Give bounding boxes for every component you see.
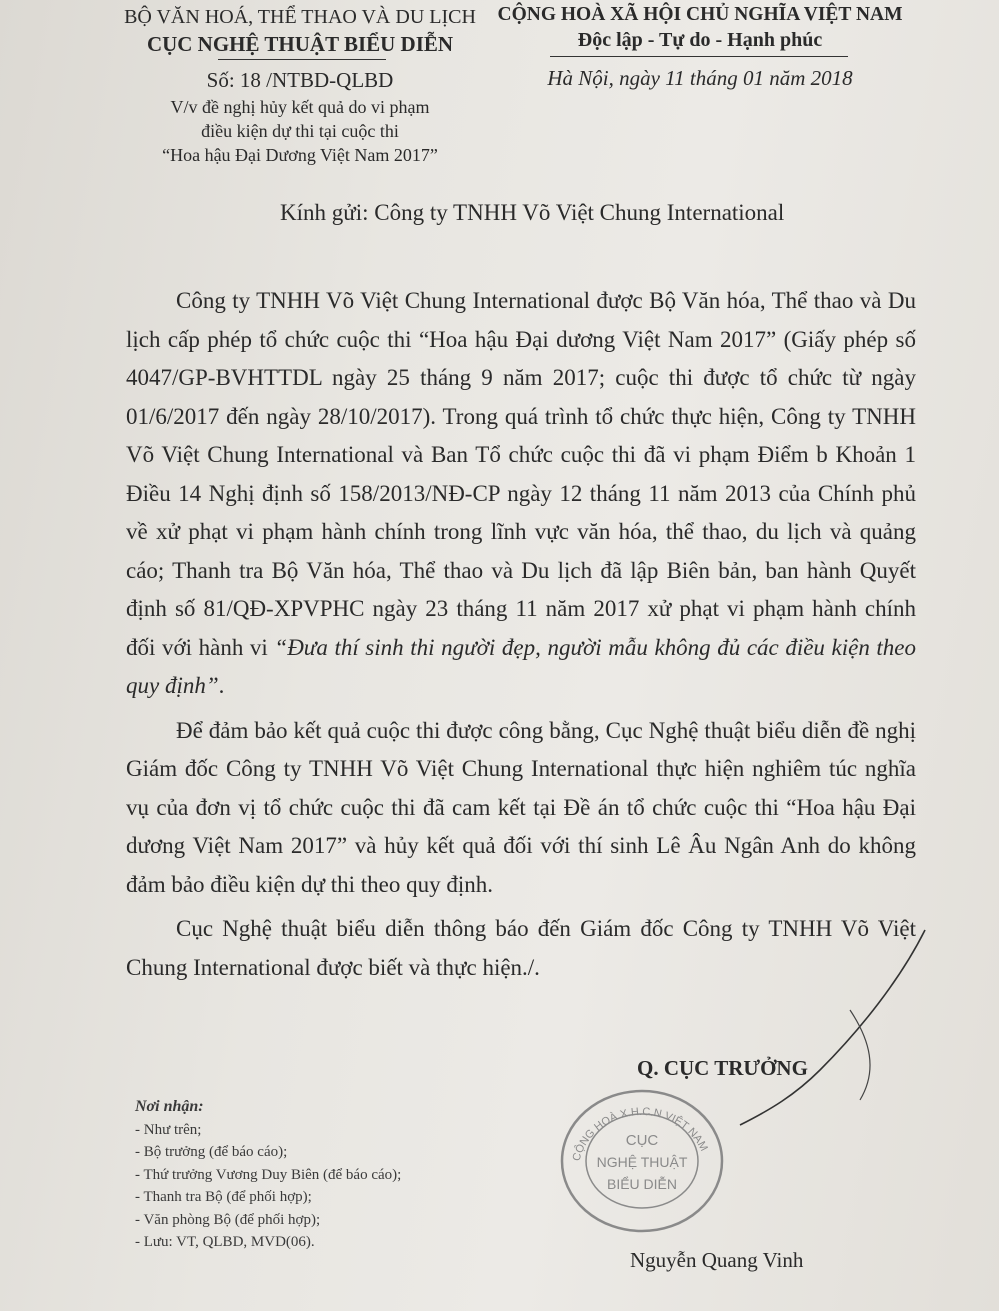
national-motto: Độc lập - Tự do - Hạnh phúc — [577, 29, 823, 51]
stamp-line-3: BIỂU DIỄN — [606, 1176, 678, 1192]
paragraph-3: Cục Nghệ thuật biểu diễn thông báo đến Giám đốc Công ty TNHH Võ Việt Chung International được biết và thực hiện./. — [126, 916, 916, 980]
violation-quote: “Đưa thí sinh thi người đẹp, người mẫu không đủ các điều kiện theo quy định” — [126, 634, 917, 698]
recipient-item: - Bộ trưởng (để báo cáo); — [135, 1144, 288, 1160]
department-name: CỤC NGHỆ THUẬT BIỂU DIỄN — [146, 32, 454, 56]
stamp-line-1: CỤC — [625, 1132, 659, 1149]
subject-line-2: điều kiện dự thi tại cuộc thi — [201, 121, 399, 141]
signer-name: Nguyễn Quang Vinh — [630, 1248, 804, 1272]
stamp-line-2: NGHỆ THUẬT — [596, 1154, 688, 1170]
recipient-item: - Lưu: VT, QLBD, MVD(06). — [135, 1234, 315, 1250]
motto-underline — [550, 56, 848, 57]
subject-line-3: “Hoa hậu Đại Dương Việt Nam 2017” — [162, 145, 438, 165]
department-underline — [218, 59, 386, 60]
official-stamp — [556, 1083, 728, 1233]
signature-title: Q. CỤC TRƯỞNG — [637, 1056, 808, 1080]
stamp-ring-text: CỘNG HOÀ X.H.C.N VIỆT NAM — [570, 1105, 710, 1163]
recipient-item: - Như trên; — [135, 1121, 202, 1138]
recipients-list — [135, 1096, 401, 1254]
signature-stroke — [700, 920, 940, 1160]
subject-line-1: V/v đề nghị hủy kết quả do vi phạm — [170, 97, 430, 117]
recipient-item: - Thanh tra Bộ (để phối hợp); — [135, 1189, 312, 1205]
place-and-date: Hà Nội, ngày 11 tháng 01 năm 2018 — [547, 66, 853, 90]
recipient-item: - Văn phòng Bộ (để phối hợp); — [135, 1211, 321, 1228]
country-name: CỘNG HOÀ XÃ HỘI CHỦ NGHĨA VIỆT NAM — [497, 4, 903, 25]
addressee: Kính gửi: Công ty TNHH Võ Việt Chung International — [280, 200, 785, 225]
ministry-name: BỘ VĂN HOÁ, THỂ THAO VÀ DU LỊCH — [124, 6, 476, 28]
document-number: Số: 18 /NTBD-QLBD — [206, 68, 394, 92]
paragraph-1: Công ty TNHH Võ Việt Chung International được Bộ Văn hóa, Thể thao và Du lịch cấp phép tổ chức cuộc thi “Hoa hậu Đại dương Việt Nam 2017” (Giấy phép số 4047/GP-BVHTTDL ngày 25 tháng 9 năm 2017; cuộc thi được tổ chức từ ngày 01/6/2017 đến ngày 28/10/2017). Trong quá trình tổ chức thực hiện, Công ty TNHH Võ Việt Chung International và Ban Tổ chức cuộc thi đã vi phạm Điểm b Khoản 1 Điều 14 Nghị định số 158/2013/NĐ-CP ngày 12 tháng 11 năm 2013 của Chính phủ về xử phạt vi phạm hành chính trong lĩnh vực văn hóa, thể thao, du lịch và quảng cáo; Thanh tra Bộ Văn hóa, Thể thao và Du lịch đã lập Biên bản, ban hành Quyết định số 81/QĐ-XPVPHC ngày 23 tháng 11 năm 2017 xử phạt vi phạm hành chính đối với hành vi “Đưa thí sinh thi người đẹp, người mẫu không đủ các điều kiện theo quy định”. — [126, 288, 917, 698]
recipient-item: - Thứ trưởng Vương Duy Biên (để báo cáo); — [135, 1166, 402, 1183]
paragraph-2: Để đảm bảo kết quả cuộc thi được công bằng, Cục Nghệ thuật biểu diễn đề nghị Giám đốc Công ty TNHH Võ Việt Chung International thực hiện nghiêm túc nghĩa vụ của đơn vị tổ chức cuộc thi đã cam kết tại Đề án tổ chức cuộc thi “Hoa hậu Đại dương Việt Nam 2017” và hủy kết quả đối với thí sinh Lê Âu Ngân Anh do không đảm bảo điều kiện dự thi theo quy định. — [126, 717, 916, 897]
letter-body — [126, 282, 916, 987]
recipients-title: Nơi nhận: — [135, 1098, 204, 1115]
